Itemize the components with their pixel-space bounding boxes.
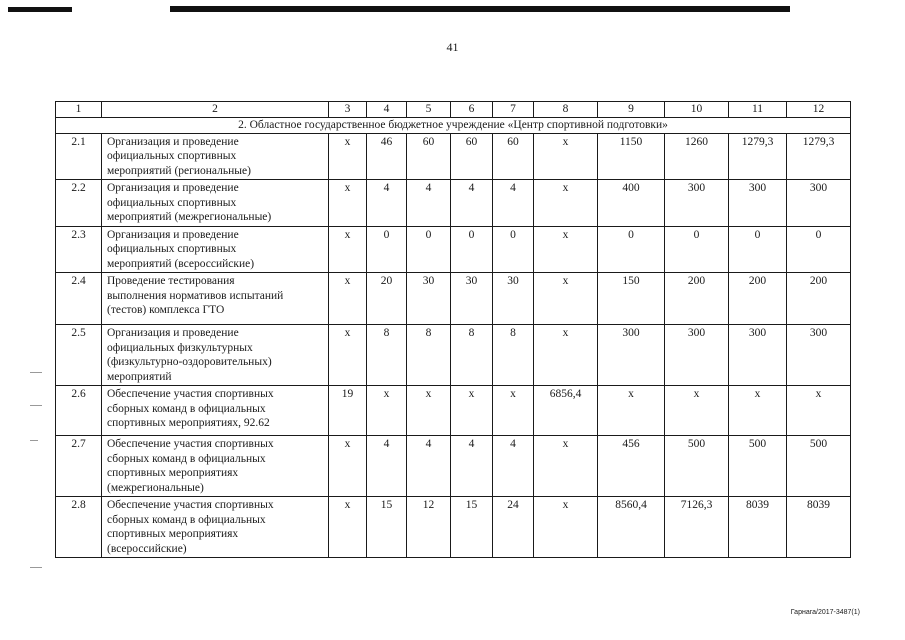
- value-cell: 1279,3: [729, 133, 787, 180]
- value-cell: 8: [407, 325, 451, 386]
- table-row: [56, 273, 851, 325]
- row-description: [102, 273, 329, 325]
- description-line: мероприятий (региональные): [107, 164, 251, 177]
- header-cell: 4: [367, 102, 407, 118]
- description-line: выполнения нормативов испытаний: [107, 289, 284, 302]
- description-line: Организация и проведение: [107, 135, 239, 148]
- value-cell: 24: [493, 497, 534, 558]
- header-cell: 3: [329, 102, 367, 118]
- value-cell: x: [367, 386, 407, 436]
- description-line: сборных команд в официальных: [107, 452, 266, 465]
- row-number: 2.5: [56, 325, 102, 386]
- value-cell: x: [329, 436, 367, 497]
- row-description: [102, 436, 329, 497]
- value-cell: 0: [407, 226, 451, 273]
- value-cell: x: [534, 133, 598, 180]
- description-line: мероприятий (всероссийские): [107, 257, 255, 270]
- value-cell: 300: [665, 180, 729, 227]
- value-cell: x: [665, 386, 729, 436]
- value-cell: x: [329, 226, 367, 273]
- value-cell: 15: [451, 497, 493, 558]
- document-code: Гарнага/2017-3487(1): [790, 609, 860, 616]
- value-cell: 6856,4: [534, 386, 598, 436]
- value-cell: 1279,3: [787, 133, 851, 180]
- table-row: [56, 386, 851, 436]
- data-table: [55, 101, 851, 558]
- description-line: официальных спортивных: [107, 150, 237, 162]
- value-cell: 4: [451, 436, 493, 497]
- value-cell: 19: [329, 386, 367, 436]
- description-line: официальных спортивных: [107, 196, 237, 209]
- value-cell: 0: [451, 226, 493, 273]
- value-cell: 4: [367, 436, 407, 497]
- table-row: [56, 436, 851, 497]
- header-cell: 6: [451, 102, 493, 118]
- value-cell: 300: [787, 180, 851, 227]
- row-description: [102, 325, 329, 386]
- description-line: (всероссийские): [107, 542, 187, 555]
- value-cell: x: [329, 180, 367, 227]
- value-cell: 0: [598, 226, 665, 273]
- value-cell: x: [493, 386, 534, 436]
- description-line: мероприятий (межрегиональные): [107, 211, 272, 223]
- value-cell: 1260: [665, 133, 729, 180]
- value-cell: x: [534, 273, 598, 325]
- row-number: 2.8: [56, 497, 102, 558]
- margin-mark: [30, 440, 38, 441]
- row-number: 2.1: [56, 133, 102, 180]
- header-cell: 8: [534, 102, 598, 118]
- value-cell: 500: [787, 436, 851, 497]
- value-cell: 4: [407, 180, 451, 227]
- row-description: [102, 180, 329, 227]
- table-row: [56, 133, 851, 180]
- table-row: [56, 226, 851, 273]
- header-cell: 12: [787, 102, 851, 118]
- margin-mark: [30, 405, 42, 406]
- value-cell: x: [534, 497, 598, 558]
- value-cell: 200: [787, 273, 851, 325]
- header-cell: 2: [102, 102, 329, 118]
- description-line: сборных команд в официальных: [107, 402, 266, 415]
- value-cell: 12: [407, 497, 451, 558]
- value-cell: 15: [367, 497, 407, 558]
- table-row: [56, 325, 851, 386]
- header-cell: 10: [665, 102, 729, 118]
- description-line: официальных физкультурных: [107, 341, 253, 354]
- row-number: 2.2: [56, 180, 102, 227]
- header-cell: 7: [493, 102, 534, 118]
- value-cell: x: [329, 273, 367, 325]
- row-description: [102, 497, 329, 558]
- description-line: официальных спортивных: [107, 243, 237, 255]
- description-line: (тестов) комплекса ГТО: [107, 304, 225, 316]
- row-description: [102, 226, 329, 273]
- value-cell: x: [729, 386, 787, 436]
- value-cell: 8: [451, 325, 493, 386]
- description-line: (физкультурно-оздоровительных): [107, 356, 272, 368]
- value-cell: 8: [367, 325, 407, 386]
- value-cell: x: [787, 386, 851, 436]
- value-cell: 4: [451, 180, 493, 227]
- row-number: 2.6: [56, 386, 102, 436]
- table-row: [56, 180, 851, 227]
- description-line: спортивных мероприятиях, 92.62: [107, 417, 270, 429]
- value-cell: 30: [407, 273, 451, 325]
- value-cell: 8: [493, 325, 534, 386]
- page-number: 41: [446, 40, 459, 54]
- value-cell: x: [407, 386, 451, 436]
- value-cell: x: [534, 226, 598, 273]
- value-cell: 8039: [787, 497, 851, 558]
- value-cell: 4: [407, 436, 451, 497]
- value-cell: 300: [787, 325, 851, 386]
- row-number: 2.3: [56, 226, 102, 273]
- description-line: Обеспечение участия спортивных: [107, 438, 274, 450]
- table-row: [56, 497, 851, 558]
- value-cell: 46: [367, 133, 407, 180]
- value-cell: 300: [729, 180, 787, 227]
- value-cell: 60: [407, 133, 451, 180]
- row-number: 2.4: [56, 273, 102, 325]
- value-cell: 30: [451, 273, 493, 325]
- value-cell: 60: [493, 133, 534, 180]
- value-cell: 7126,3: [665, 497, 729, 558]
- value-cell: 8039: [729, 497, 787, 558]
- value-cell: 60: [451, 133, 493, 180]
- description-line: сборных команд в официальных: [107, 513, 266, 526]
- value-cell: 300: [729, 325, 787, 386]
- margin-mark: [30, 567, 42, 568]
- value-cell: x: [534, 180, 598, 227]
- value-cell: 456: [598, 436, 665, 497]
- value-cell: x: [534, 325, 598, 386]
- value-cell: 0: [729, 226, 787, 273]
- header-cell: 1: [56, 102, 102, 118]
- header-row: [56, 102, 851, 118]
- value-cell: x: [329, 133, 367, 180]
- section-title: 2. Областное государственное бюджетное учреждение «Центр спортивной подготовки»: [56, 117, 851, 133]
- description-line: Обеспечение участия спортивных: [107, 499, 274, 511]
- margin-mark: [30, 372, 42, 373]
- section-row: [56, 117, 851, 133]
- value-cell: 150: [598, 273, 665, 325]
- description-line: Проведение тестирования: [107, 275, 235, 287]
- value-cell: 500: [665, 436, 729, 497]
- description-line: Организация и проведение: [107, 228, 239, 241]
- value-cell: 1150: [598, 133, 665, 180]
- description-line: Организация и проведение: [107, 327, 239, 339]
- value-cell: x: [598, 386, 665, 436]
- description-line: Организация и проведение: [107, 182, 239, 194]
- description-line: спортивных мероприятиях: [107, 467, 239, 479]
- value-cell: 200: [665, 273, 729, 325]
- value-cell: x: [329, 497, 367, 558]
- header-cell: 9: [598, 102, 665, 118]
- description-line: Обеспечение участия спортивных: [107, 388, 274, 400]
- value-cell: 0: [493, 226, 534, 273]
- value-cell: 400: [598, 180, 665, 227]
- top-left-rule: [8, 7, 72, 12]
- value-cell: x: [329, 325, 367, 386]
- row-description: [102, 133, 329, 180]
- value-cell: 8560,4: [598, 497, 665, 558]
- value-cell: 200: [729, 273, 787, 325]
- value-cell: 0: [367, 226, 407, 273]
- row-number: 2.7: [56, 436, 102, 497]
- value-cell: 0: [787, 226, 851, 273]
- value-cell: 30: [493, 273, 534, 325]
- value-cell: 500: [729, 436, 787, 497]
- header-cell: 11: [729, 102, 787, 118]
- value-cell: 0: [665, 226, 729, 273]
- value-cell: 20: [367, 273, 407, 325]
- description-line: (межрегиональные): [107, 481, 204, 494]
- value-cell: x: [534, 436, 598, 497]
- value-cell: x: [451, 386, 493, 436]
- value-cell: 4: [493, 180, 534, 227]
- value-cell: 4: [493, 436, 534, 497]
- value-cell: 300: [598, 325, 665, 386]
- value-cell: 300: [665, 325, 729, 386]
- description-line: спортивных мероприятиях: [107, 528, 239, 540]
- value-cell: 4: [367, 180, 407, 227]
- top-rule: [170, 6, 790, 12]
- description-line: мероприятий: [107, 370, 172, 383]
- header-cell: 5: [407, 102, 451, 118]
- row-description: [102, 386, 329, 436]
